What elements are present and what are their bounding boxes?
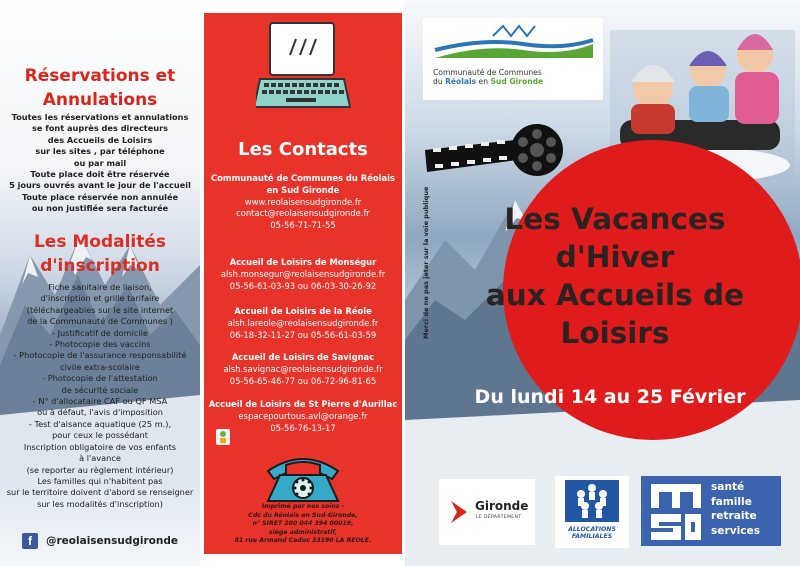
website-link[interactable]: www.reolaisensudgironde.fr bbox=[244, 196, 362, 207]
facebook-link[interactable] bbox=[22, 533, 178, 549]
contact-ccr: Communauté de Communes du Réolais en Sud Gironde www.reolaisensudgironde.fr contact@reolaisensudgironde.fr 05-56-71-71-55 bbox=[204, 173, 402, 232]
main-title: Les Vacances d'Hiver aux Accueils de Loisirs bbox=[485, 202, 745, 350]
contact-la-reole: Accueil de Loisirs de la Réole alsh.lareole@reolaisensudgironde.fr 06-18-32-11-27 ou 05-56-61-03-59 bbox=[204, 306, 402, 341]
cover-panel bbox=[405, 0, 800, 566]
modalites-text: Fiche sanitaire de liaison, d'inscription et grille tarifaire (téléchargeables sur le site internet de la Communauté de Communes ) - Justificatif de domicile - Photocopie des vaccins - Photocopie de l'assurance responsabilité civile extra-scolaire - Photocopie de l'attestation de sécurité sociale - N° d'allocataire CAF ou QF MSA ou à défaut, l'avis d'imposition - Test d'aisance aquatique (25 m.), pour ceux le possédant Inscription obligatoire de vos enfants à l'avance (se reporter au règlement intérieur) Les familles qui n'habitent pas sur le territoire doivent d'abord se renseigner sur les modalités d'inscription) bbox=[6, 282, 194, 509]
email-link[interactable]: alsh.lareole@reolaisensudgironde.fr bbox=[227, 317, 379, 328]
phone-number: 05-56-71-71-55 bbox=[270, 220, 336, 231]
gironde-logo: Gironde LE DÉPARTEMENT bbox=[439, 479, 535, 545]
phone-number: 05-56-76-13-17 bbox=[270, 422, 336, 433]
contact-st-pierre: Accueil de Loisirs de St Pierre d'Aurillac espacepourtous.avl@orange.fr 05-56-76-13-17 bbox=[204, 399, 402, 434]
contacts-title: Les Contacts bbox=[238, 139, 368, 160]
vertical-note: Merci de ne pas jeter sur la voie publique bbox=[422, 186, 430, 339]
phone-number: 06-18-32-11-27 ou 05-56-61-03-59 bbox=[229, 329, 377, 340]
facebook-handle: @reolaisensudgironde bbox=[46, 535, 179, 547]
contact-monsegur: Accueil de Loisirs de Monségur alsh.monsegur@reolaisensudgironde.fr 05-56-61-03-93 ou 06-03-30-26-92 bbox=[204, 257, 402, 292]
ccr-logo-graphic bbox=[423, 18, 603, 64]
facebook-icon: f bbox=[22, 533, 38, 549]
reservations-title: Réservations et Annulations bbox=[24, 66, 176, 110]
ccr-name: Communauté de Communes du Réolais en Sud Gironde bbox=[433, 68, 544, 86]
telephone-icon bbox=[258, 445, 348, 505]
phone-number: 05-56-65-46-77 ou 06-72-96-81-65 bbox=[229, 375, 377, 386]
caf-people-icon bbox=[555, 476, 629, 524]
gironde-arrow-icon bbox=[445, 497, 475, 527]
msa-logo: santé famille retraite services bbox=[641, 476, 781, 546]
contacts-panel bbox=[204, 13, 402, 554]
imprint-notice: Imprimé par nos soins - Cdc du Réolais en Sud-Gironde, n° SIRET 200 044 394 00019, siège administratif, 81 rue Armand Caduc 33190 LA REOLE. bbox=[234, 503, 372, 545]
dates-text: Du lundi 14 au 25 Février bbox=[474, 386, 746, 408]
email-link[interactable]: contact@reolaisensudgironde.fr bbox=[236, 208, 370, 219]
email-link[interactable]: alsh.savignac@reolaisensudgironde.fr bbox=[223, 363, 383, 374]
caf-logo: ALLOCATIONS FAMILIALES bbox=[555, 476, 629, 548]
email-link[interactable]: espacepourtous.avl@orange.fr bbox=[238, 410, 368, 421]
phone-number: 05-56-61-03-93 ou 06-03-30-26-92 bbox=[229, 280, 377, 291]
contact-savignac: Accueil de Loisirs de Savignac alsh.savignac@reolaisensudgironde.fr 05-56-65-46-77 ou 06-72-96-81-65 bbox=[204, 352, 402, 387]
laptop-icon bbox=[256, 17, 352, 113]
ccr-logo bbox=[423, 18, 603, 100]
msa-mark-icon bbox=[645, 478, 707, 544]
modalites-title: Les Modalités d'inscription bbox=[33, 232, 167, 276]
small-logo-icon bbox=[216, 429, 230, 445]
reservations-text: Toutes les réservations et annulations se font auprès des directeurs des Accueils de Loisirs sur les sites , par téléphone ou par mail Toute place doit être réservée 5 jours ouvrés avant le jour de l'accueil Toute place réservée non annulée ou non justifiée sera facturée bbox=[9, 112, 191, 214]
email-link[interactable]: alsh.monsegur@reolaisensudgironde.fr bbox=[220, 268, 386, 279]
left-panel bbox=[0, 0, 200, 566]
